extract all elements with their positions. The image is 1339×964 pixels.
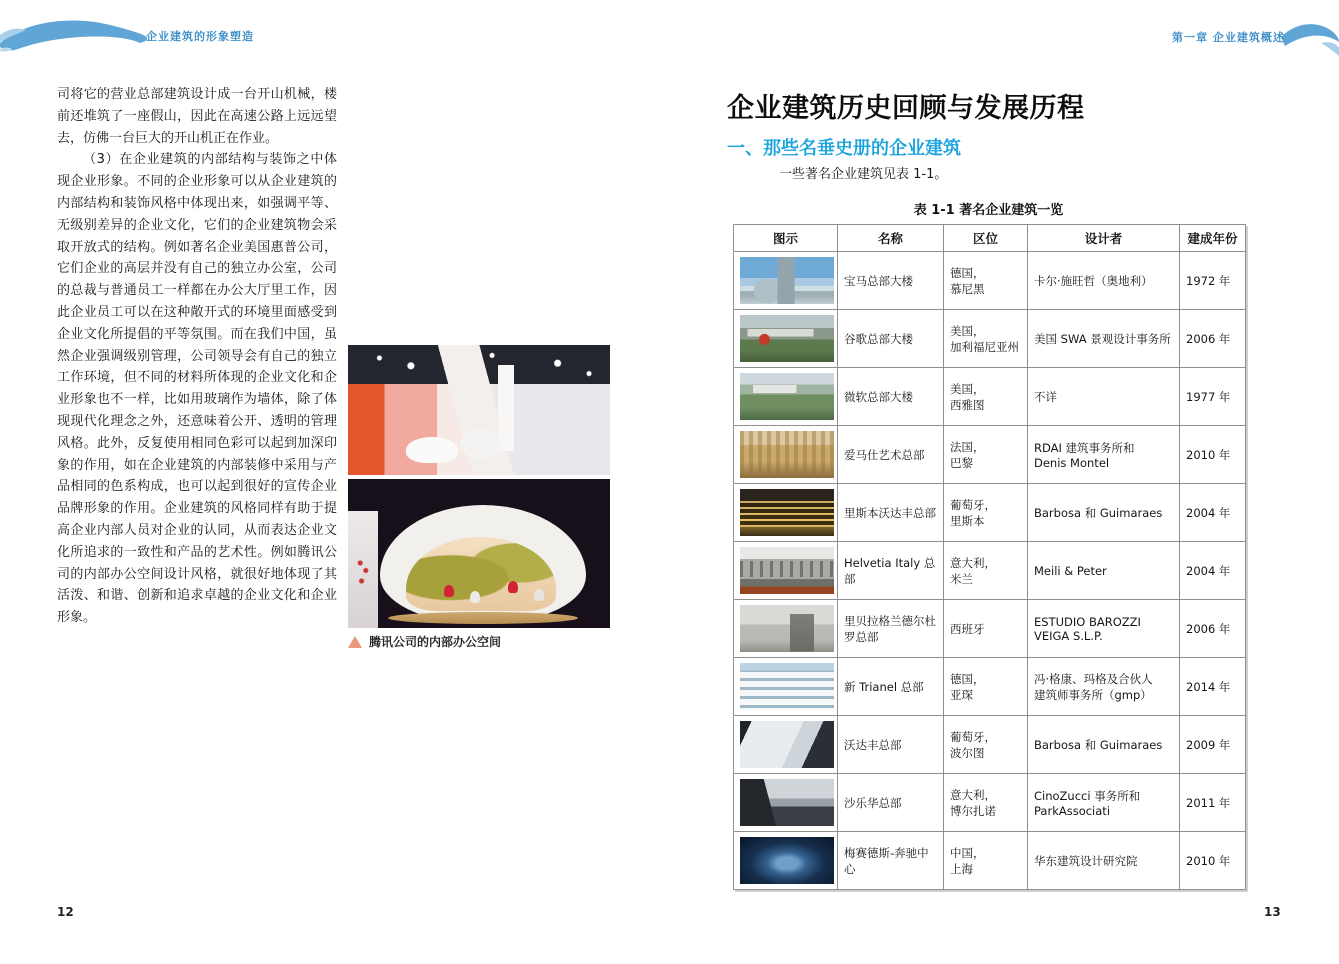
famous-buildings-table bbox=[733, 224, 1246, 890]
cell-location: 法国， 巴黎 bbox=[944, 426, 1028, 484]
cell-year: 2006 年 bbox=[1180, 310, 1246, 368]
paragraph-continued: 司将它的营业总部建筑设计成一台开山机械，楼前还堆筑了一座假山，因此在高速公路上远远望去，仿佛一台巨大的开山机正在作业。 bbox=[57, 87, 337, 146]
cell-location: 意大利， 博尔扎诺 bbox=[944, 774, 1028, 832]
cell-year: 2006 年 bbox=[1180, 600, 1246, 658]
thumb-vodafone-lisbon-hq bbox=[740, 489, 834, 536]
photo-seat-shape bbox=[470, 591, 480, 603]
thumb-vodafone-porto-hq bbox=[740, 721, 834, 768]
table-row bbox=[734, 658, 1246, 716]
table-row bbox=[734, 368, 1246, 426]
table-row bbox=[734, 832, 1246, 890]
paragraph-item3: （3）在企业建筑的内部结构与装饰之中体现企业形象。不同的企业形象可以从企业建筑的内部结构和装饰风格中体现出来，如强调平等、无级别差异的企业文化，它们的企业建筑物会采取开放式的结构。例如著名企业美国惠普公司，它们企业的高层并没有自己的独立办公室，公司的总裁与普通员工一样都在办公大厅里工作，因此企业员工可以在这种敞开式的环境里面感受到企业文化所提倡的平等氛围。而在我们中国，虽然企业强调级别管理，公司领导会有自己的独立工作环境，但不同的材料所体现的企业文化和企业形象也不一样，比如用玻璃作为墙体，除了体现现代化理念之外，还意味着公开、透明的管理风格。此外，反复使用相同色彩可以起到加深印象的作用，如在企业建筑的内部装修中采用与产品相同的色系构成，也可以起到很好的宣传企业品牌形象的作用。企业建筑的风格同样有助于提高企业内部人员对企业的认同，从而表达企业文化所追求的一致性和产品的艺术性。例如腾讯公司的内部办公空间设计风格，就很好地体现了其活泼、和谐、创新和追求卓越的企业文化和企业形象。 bbox=[57, 152, 337, 626]
col-header-name: 名称 bbox=[838, 225, 944, 252]
cell-location: 意大利， 米兰 bbox=[944, 542, 1028, 600]
cell-designer: RDAI 建筑事务所和 Denis Montel bbox=[1028, 426, 1180, 484]
thumb-google-hq bbox=[740, 315, 834, 362]
table-row bbox=[734, 542, 1246, 600]
col-header-year: 建成年份 bbox=[1180, 225, 1246, 252]
photo-floor-shape bbox=[388, 612, 578, 624]
cell-year: 2014 年 bbox=[1180, 658, 1246, 716]
cell-name: 里贝拉格兰德尔杜罗总部 bbox=[838, 600, 944, 658]
photo-chair-shape bbox=[406, 437, 458, 463]
cell-location: 美国， 西雅图 bbox=[944, 368, 1028, 426]
cell-name: Helvetia Italy 总部 bbox=[838, 542, 944, 600]
table-row bbox=[734, 774, 1246, 832]
photo-seat-shape bbox=[444, 585, 454, 597]
cell-designer: 华东建筑设计研究院 bbox=[1028, 832, 1180, 890]
cell-designer: CinoZucci 事务所和 ParkAssociati bbox=[1028, 774, 1180, 832]
thumb-bmw-hq bbox=[740, 257, 834, 304]
table-row bbox=[734, 484, 1246, 542]
cell-name: 沃达丰总部 bbox=[838, 716, 944, 774]
cell-year: 2009 年 bbox=[1180, 716, 1246, 774]
table-caption: 表 1-1 著名企业建筑一览 bbox=[913, 203, 1064, 218]
office-interior-photo-bottom bbox=[348, 479, 610, 628]
thumb-ribera-hq bbox=[740, 605, 834, 652]
table-row bbox=[734, 716, 1246, 774]
photo-caption-text: 腾讯公司的内部办公空间 bbox=[369, 635, 502, 649]
col-header-image: 图示 bbox=[734, 225, 838, 252]
cell-year: 2011 年 bbox=[1180, 774, 1246, 832]
cell-location: 德国， 慕尼黑 bbox=[944, 252, 1028, 310]
photo-pillar-shape bbox=[498, 365, 514, 451]
section-title: 企业建筑历史回顾与发展历程 bbox=[727, 93, 1085, 124]
page-number-left: 12 bbox=[57, 905, 74, 919]
table-header-row bbox=[734, 225, 1246, 252]
cell-year: 2010 年 bbox=[1180, 426, 1246, 484]
table-row bbox=[734, 600, 1246, 658]
thumb-salewa-hq bbox=[740, 779, 834, 826]
thumb-hermes-hq bbox=[740, 431, 834, 478]
triangle-marker-icon bbox=[348, 636, 362, 648]
cell-name: 宝马总部大楼 bbox=[838, 252, 944, 310]
photo-seat-shape bbox=[508, 581, 518, 593]
col-header-location: 区位 bbox=[944, 225, 1028, 252]
intro-sentence: 一些著名企业建筑见表 1-1。 bbox=[779, 167, 948, 182]
body-text-column bbox=[57, 84, 337, 629]
cell-year: 1972 年 bbox=[1180, 252, 1246, 310]
cell-designer: 冯·格康、玛格及合伙人 建筑师事务所（gmp） bbox=[1028, 658, 1180, 716]
thumb-microsoft-hq bbox=[740, 373, 834, 420]
cell-name: 里斯本沃达丰总部 bbox=[838, 484, 944, 542]
photo-chair-shape bbox=[460, 429, 500, 459]
table-row bbox=[734, 252, 1246, 310]
col-header-designer: 设计者 bbox=[1028, 225, 1180, 252]
cell-designer: 不详 bbox=[1028, 368, 1180, 426]
page-number-right: 13 bbox=[1264, 905, 1281, 919]
photo-decal-shape bbox=[356, 557, 370, 587]
cell-name: 梅赛德斯-奔驰中心 bbox=[838, 832, 944, 890]
cell-year: 2004 年 bbox=[1180, 542, 1246, 600]
thumb-mercedes-benz-center bbox=[740, 837, 834, 884]
photo-seat-shape bbox=[534, 589, 544, 601]
cell-year: 2010 年 bbox=[1180, 832, 1246, 890]
cell-designer: Barbosa 和 Guimaraes bbox=[1028, 484, 1180, 542]
subsection-heading: 一、那些名垂史册的企业建筑 bbox=[727, 138, 961, 159]
cell-designer: ESTUDIO BAROZZI VEIGA S.L.P. bbox=[1028, 600, 1180, 658]
cell-name: 新 Trianel 总部 bbox=[838, 658, 944, 716]
photo-caption bbox=[348, 633, 501, 650]
cell-designer: Meili & Peter bbox=[1028, 542, 1180, 600]
office-interior-photo-top bbox=[348, 345, 610, 475]
header-wave-right bbox=[1281, 15, 1339, 57]
cell-designer: Barbosa 和 Guimaraes bbox=[1028, 716, 1180, 774]
cell-name: 微软总部大楼 bbox=[838, 368, 944, 426]
cell-location: 西班牙 bbox=[944, 600, 1028, 658]
table-row bbox=[734, 310, 1246, 368]
cell-location: 葡萄牙， 波尔图 bbox=[944, 716, 1028, 774]
cell-location: 美国， 加利福尼亚州 bbox=[944, 310, 1028, 368]
running-head-right: 第一章 企业建筑概述 bbox=[1172, 31, 1285, 44]
cell-location: 葡萄牙， 里斯本 bbox=[944, 484, 1028, 542]
cell-location: 中国， 上海 bbox=[944, 832, 1028, 890]
cell-name: 谷歌总部大楼 bbox=[838, 310, 944, 368]
thumb-trianel-hq bbox=[740, 663, 834, 710]
cell-name: 沙乐华总部 bbox=[838, 774, 944, 832]
cell-year: 1977 年 bbox=[1180, 368, 1246, 426]
cell-designer: 卡尔·施旺哲（奥地利） bbox=[1028, 252, 1180, 310]
table-row bbox=[734, 426, 1246, 484]
cell-year: 2004 年 bbox=[1180, 484, 1246, 542]
cell-name: 爱马仕艺术总部 bbox=[838, 426, 944, 484]
running-head-left: 企业建筑的形象塑造 bbox=[146, 30, 254, 43]
cell-location: 德国， 亚琛 bbox=[944, 658, 1028, 716]
thumb-helvetia-hq bbox=[740, 547, 834, 594]
cell-designer: 美国 SWA 景观设计事务所 bbox=[1028, 310, 1180, 368]
